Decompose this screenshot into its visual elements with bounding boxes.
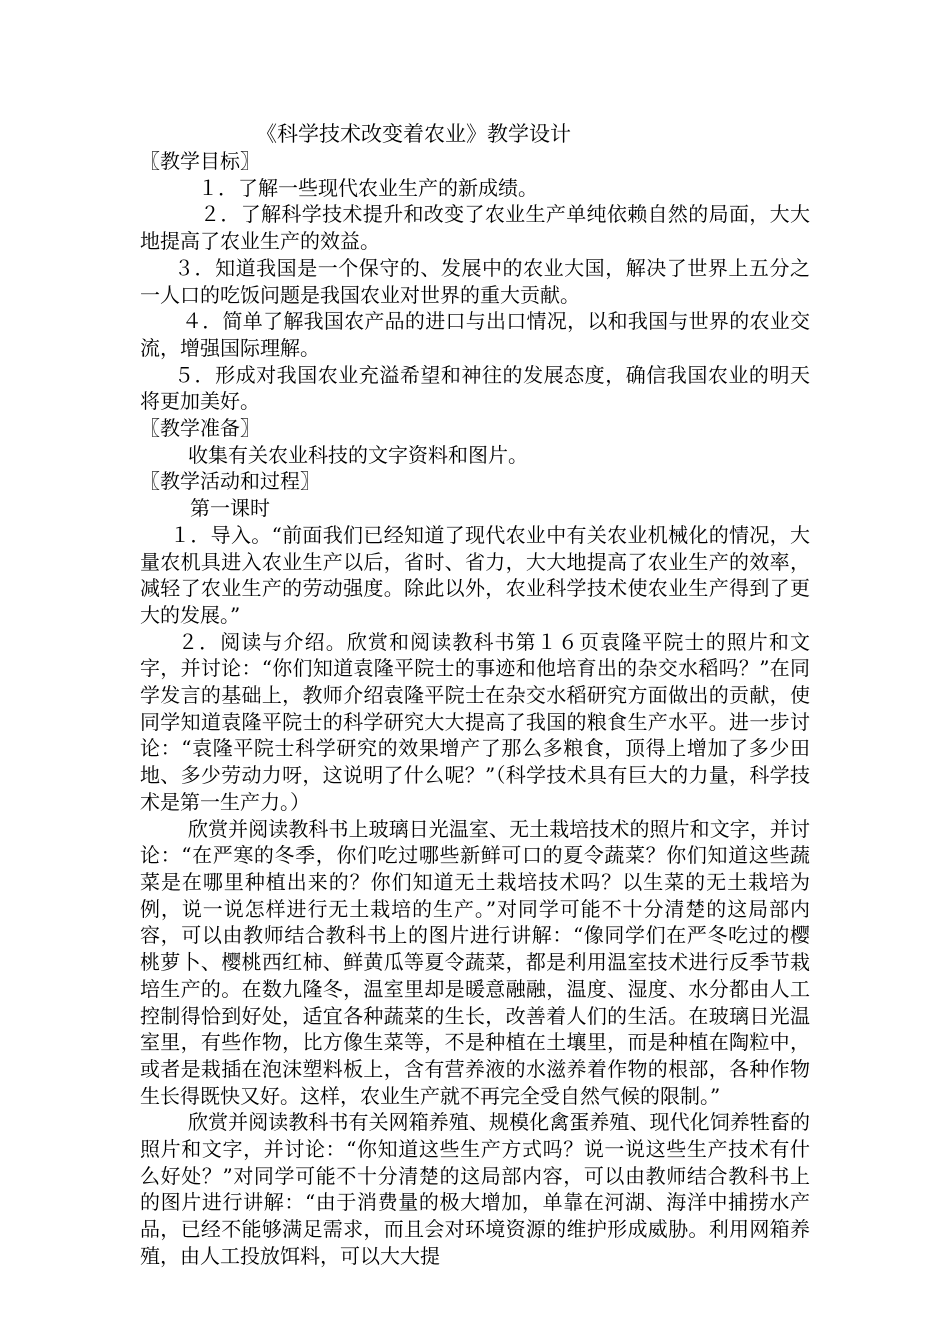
- objective-item: ５．形成对我国农业充溢希望和神往的发展态度，确信我国农业的明天将更加美好。: [140, 362, 810, 414]
- objective-item: ４．简单了解我国农产品的进口与出口情况，以和我国与世界的农业交流，增强国际理解。: [140, 309, 810, 360]
- document-title: 《科学技术改变着农业》教学设计: [256, 122, 571, 146]
- activity-paragraph: 欣赏并阅读教科书有关网箱养殖、规模化禽蛋养殖、现代化饲养牲畜的照片和文字，并讨论：“你知道这些生产方式吗？说一说这些生产技术有什么好处？”对同学可能不十分清楚的这局部内容，可以由教师结合教科书上的图片进行讲解：“由于消费量的极大增加，单靠在河湖、海洋中捕捞水产品，已经不能够满足需求，而且会对环境资源的维护形成威胁。利用网箱养殖，由人工投放饵料，可以大大提: [140, 1110, 810, 1268]
- objective-item: ２．了解科学技术提升和改变了农业生产单纯依赖自然的局面，大大地提高了农业生产的效益。: [140, 202, 810, 254]
- objective-item: １．了解一些现代农业生产的新成绩。: [198, 175, 538, 200]
- activity-paragraph: １．导入。“前面我们已经知道了现代农业中有关农业机械化的情况，大量农机具进入农业生产以后，省时、省力，大大地提高了农业生产的效率，减轻了农业生产的劳动强度。除此以外，农业科学技术使农业生产得到了更大的发展。”: [140, 522, 810, 627]
- objective-item: ３．知道我国是一个保守的、发展中的农业大国，解决了世界上五分之一人口的吃饭问题是我国农业对世界的重大贡献。: [140, 255, 810, 307]
- preparation-heading: 〖教学准备〗: [140, 416, 260, 441]
- objectives-heading: 〖教学目标〗: [140, 149, 260, 173]
- activity-paragraph: ２．阅读与介绍。欣赏和阅读教科书第１６页袁隆平院士的照片和文字，并讨论：“你们知道袁隆平院士的事迹和他培育出的杂交水稻吗？”在同学发言的基础上，教师介绍袁隆平院士在杂交水稻研究方面做出的贡献，使同学知道袁隆平院士的科学研究大大提高了我国的粮食生产水平。进一步讨论：“袁隆平院士科学研究的效果增产了那么多粮食，顶得上增加了多少田地、多少劳动力呀，这说明了什么呢？”（科学技术具有巨大的力量，科学技术是第一生产力。）: [140, 629, 810, 814]
- process-heading: 〖教学活动和过程〗: [140, 469, 320, 494]
- activity-paragraph: 欣赏并阅读教科书上玻璃日光温室、无土栽培技术的照片和文字，并讨论：“在严寒的冬季，你们吃过哪些新鲜可口的夏令蔬菜？你们知道这些蔬菜是在哪里种植出来的？你们知道无土栽培技术吗？以生菜的无土栽培为例，说一说怎样进行无土栽培的生产。”对同学可能不十分清楚的这局部内容，可以由教师结合教科书上的图片进行讲解：“像同学们在严冬吃过的樱桃萝卜、樱桃西红柿、鲜黄瓜等夏令蔬菜，都是利用温室技术进行反季节栽培生产的。在数九隆冬，温室里却是暖意融融，温度、湿度、水分都由人工控制得恰到好处，适宜各种蔬菜的生长，改善着人们的生活。在玻璃日光温室里，有些作物，比方像生菜等，不是种植在土壤里，而是种植在陶粒中，或者是栽插在泡沫塑料板上，含有营养液的水滋养着作物的根部，各种作物生长得既快又好。这样，农业生产就不再完全受自然气候的限制。”: [140, 816, 810, 1108]
- document-body: [140, 120, 810, 1270]
- lesson-label: 第一课时: [190, 496, 270, 521]
- preparation-text: 收集有关农业科技的文字资料和图片。: [188, 442, 528, 467]
